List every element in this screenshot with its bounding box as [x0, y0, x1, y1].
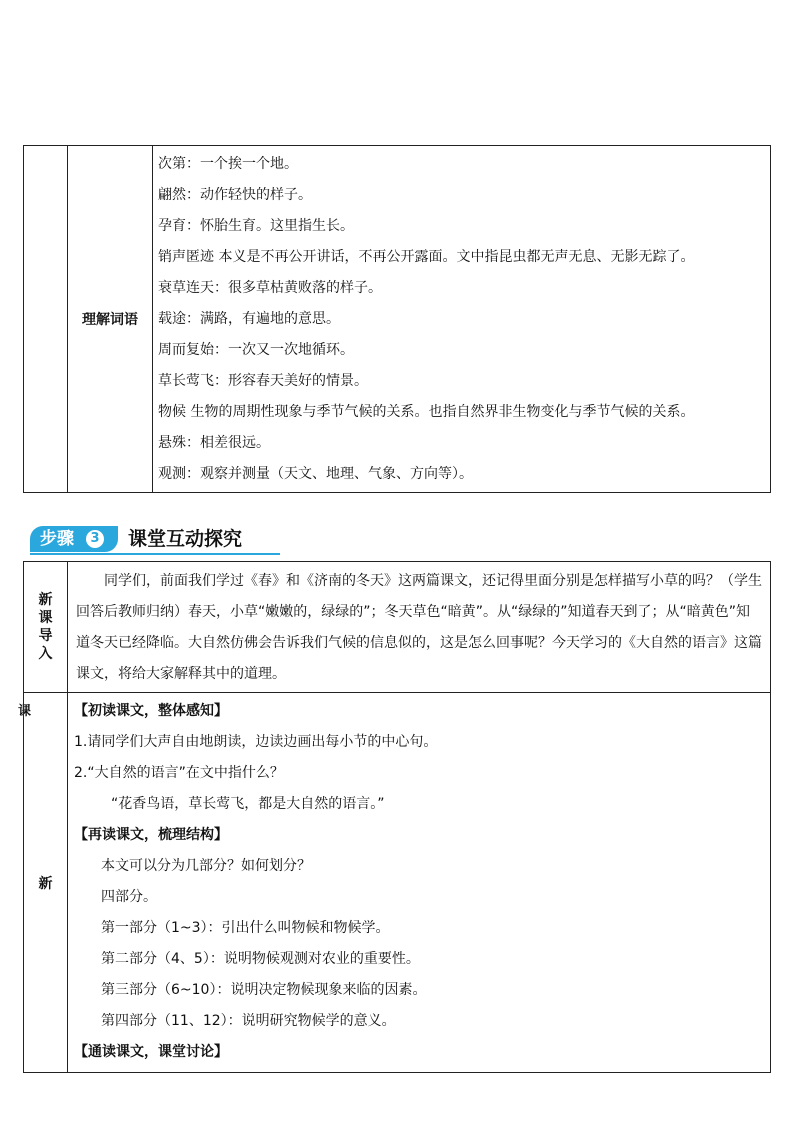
process-line: 四部分。 — [101, 889, 157, 905]
step-title: 课堂互动探究 — [128, 528, 243, 550]
vocab-label: 理解词语 — [68, 146, 153, 493]
vocab-item: 翩然：动作轻快的样子。 — [158, 187, 312, 203]
vocab-item: 销声匿迹 本义是不再公开讲话，不再公开露面。文中指昆虫都无声无息、无影无踪了。 — [158, 249, 695, 265]
intro-label-char: 导 — [38, 628, 53, 644]
intro-cell — [68, 562, 771, 693]
vocab-row — [24, 146, 771, 493]
vocab-empty-cell — [24, 146, 68, 493]
section-heading: 【再读课文，梳理结构】 — [74, 827, 228, 843]
vocab-item: 物候 生物的周期性现象与季节气候的关系。也指自然界非生物变化与季节气候的关系。 — [158, 404, 695, 420]
step-badge — [30, 526, 118, 552]
stray-margin-char: 课 — [18, 704, 32, 719]
intro-row — [24, 562, 771, 693]
intro-text: 同学们，前面我们学过《春》和《济南的冬天》这两篇课文，还记得里面分别是怎样描写小草的吗？（学生回答后教师归纳）春天，小草“嫩嫩的，绿绿的”；冬天草色“暗黄”。从“绿绿的”知道春天到了；从“暗黄色”知道冬天已经降临。大自然仿佛会告诉我们气候的信息似的，这是怎么回事呢？今天学习的《大自然的语言》这篇课文，将给大家解释其中的道理。 — [76, 573, 762, 682]
section-heading: 【通读课文，课堂讨论】 — [74, 1044, 228, 1060]
process-line: 2.“大自然的语言”在文中指什么？ — [74, 765, 284, 781]
intro-label-char: 新 — [38, 592, 53, 608]
vocab-item: 衰草连天：很多草枯黄败落的样子。 — [158, 280, 382, 296]
process-line: 1.请同学们大声自由地朗读，边读边画出每小节的中心句。 — [74, 734, 438, 750]
process-line: 第一部分（1~3）：引出什么叫物候和物候学。 — [101, 920, 390, 936]
section-heading: 【初读课文，整体感知】 — [74, 703, 228, 719]
vocab-item: 孕育：怀胎生育。这里指生长。 — [158, 218, 354, 234]
lesson-table — [23, 561, 771, 1073]
vocab-table — [23, 145, 771, 493]
vocab-item: 观测：观察并测量（天文、地理、气象、方向等）。 — [158, 466, 473, 482]
step-underline — [30, 553, 280, 555]
vocab-content — [153, 146, 771, 493]
intro-label-char: 入 — [38, 646, 53, 662]
process-line: 本文可以分为几部分？如何划分？ — [101, 858, 311, 874]
vocab-item: 周而复始：一次又一次地循环。 — [158, 342, 354, 358]
step-number-badge: 3 — [86, 530, 104, 548]
intro-label — [24, 562, 68, 693]
vocab-item: 草长莺飞：形容春天美好的情景。 — [158, 373, 368, 389]
process-line: 第三部分（6~10）：说明决定物候现象来临的因素。 — [101, 982, 427, 998]
process-line: “花香鸟语，草长莺飞，都是大自然的语言。” — [111, 796, 385, 812]
step-badge-text: 步骤 — [40, 529, 74, 549]
vocab-item: 载途：满路，有遍地的意思。 — [158, 311, 340, 327]
process-line: 第四部分（11、12）：说明研究物候学的意义。 — [101, 1013, 396, 1029]
process-row — [24, 693, 771, 1073]
vocab-item: 悬殊：相差很远。 — [158, 435, 270, 451]
step-header — [30, 526, 280, 554]
process-label: 新 — [24, 693, 68, 1073]
vocab-item: 次第：一个挨一个地。 — [158, 156, 298, 172]
process-content — [68, 693, 771, 1073]
intro-label-char: 课 — [38, 610, 53, 626]
process-line: 第二部分（4、5）：说明物候观测对农业的重要性。 — [101, 951, 420, 967]
